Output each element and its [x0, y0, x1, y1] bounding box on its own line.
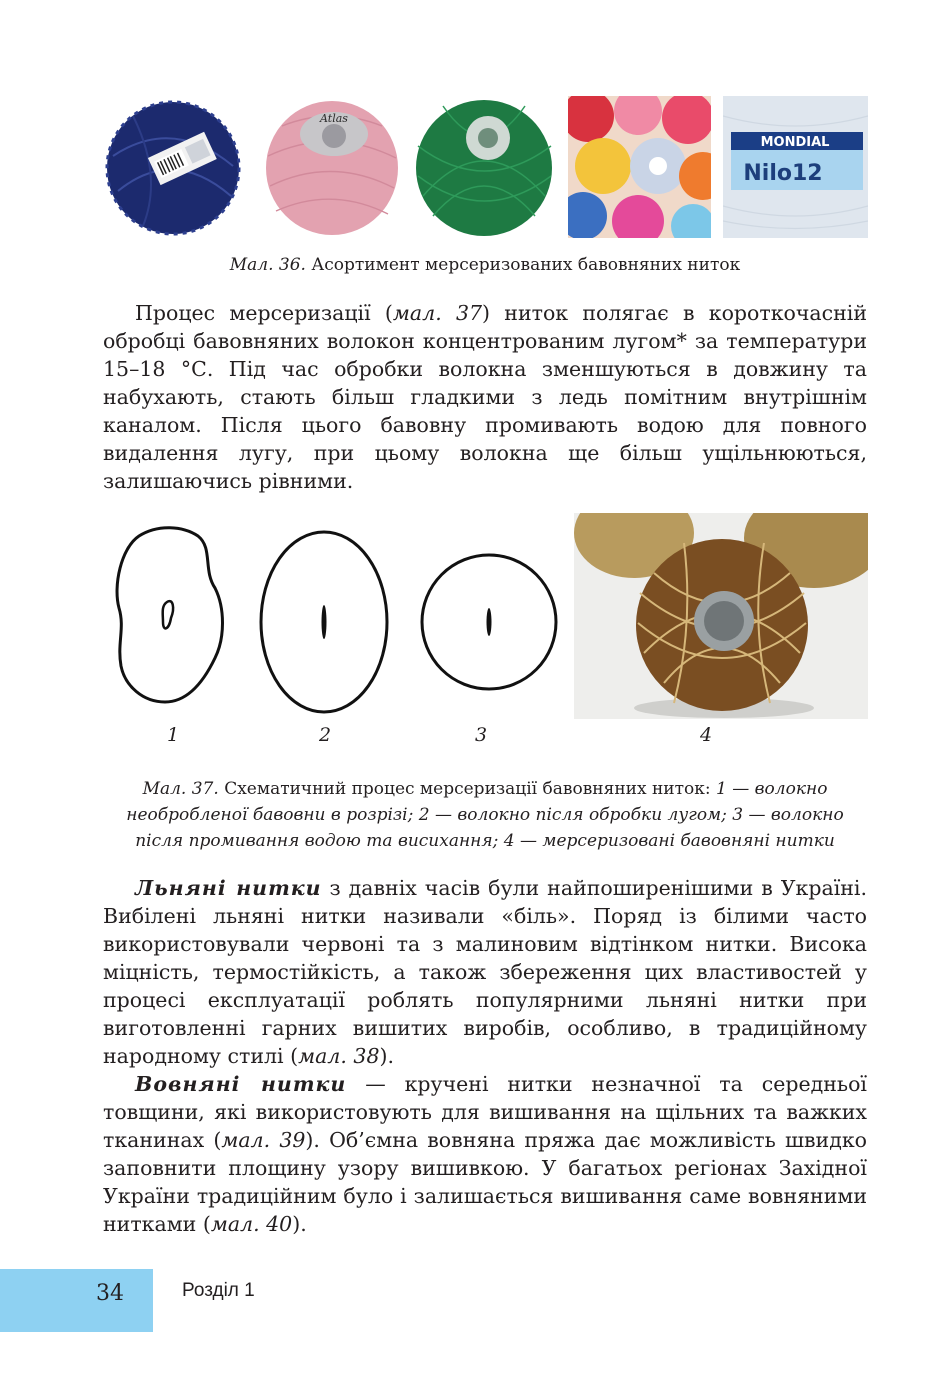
paragraph-wool-threads: [103, 1070, 867, 1238]
figure-37-number-1: 1: [167, 724, 180, 746]
figure-37-number-4: 4: [700, 724, 713, 746]
figure-40-reference: мал. 40: [210, 1212, 293, 1236]
photo-multicolor-thread-skeins: [568, 96, 711, 238]
figure-36-caption-text: Асортимент мерсеризованих бавовняних ниток: [311, 255, 741, 275]
paragraph-3-text-c: ).: [292, 1212, 307, 1236]
page-number-tab: [0, 1269, 153, 1332]
paragraph-2-text-b: ).: [379, 1044, 394, 1068]
figure-37-caption-items: 1 — волокно необробленої бавовни в розрізі; 2 — волокно після обробки лугом; 3 — волокно після промивання водою та висихання; 4 — мерсеризовані бавовняні нитки: [126, 779, 844, 851]
section-label: Розділ 1: [182, 1280, 255, 1301]
figure-37-label: Мал. 37.: [142, 779, 219, 799]
paragraph-2-text-a: з давніх часів були найпоширенішими в Україні. Вибілені льняні нитки називали «біль». Поряд із білими часто використовували червоні та з малиновим відтінком нитки. Висока міцність, термостійкість, а також збереження цих властивостей у процесі експлуатації роблять популярними льняні нитки при виготовленні гарних вишитих виробів, особливо, в традиційному народному стилі (: [103, 876, 867, 1068]
figure-37-reference: мал. 37: [392, 301, 483, 325]
white-ball-product: Nilo12: [743, 161, 823, 186]
figure-37-number-2: 2: [319, 724, 332, 746]
paragraph-3-text-a: — кручені нитки незначної та середньої товщини, які використовують для вишивання на щільних та важких тканинах (: [103, 1072, 867, 1152]
figure-36-label: Мал. 36.: [229, 255, 306, 275]
figure-39-reference: мал. 39: [221, 1128, 306, 1152]
fiber-1-canal: [163, 601, 173, 628]
page-number: 34: [96, 1281, 124, 1306]
figure-37-number-3: 3: [475, 724, 488, 746]
paragraph-1-text-a: Процес мерсеризації (: [135, 301, 393, 325]
figure-38-reference: мал. 38: [298, 1044, 380, 1068]
paragraph-linen-threads: [103, 874, 867, 1070]
term-linen-threads: Льняні нитки: [135, 876, 322, 900]
figure-37-caption: [103, 776, 867, 854]
photo-white-thread-ball: [723, 96, 868, 238]
fiber-1-untreated-outline: [117, 528, 222, 702]
fiber-3-canal: [487, 608, 492, 636]
figure-37-diagram: [103, 518, 568, 718]
pink-ball-label: Atlas: [320, 112, 348, 125]
figure-37-caption-text: Схематичний процес мерсеризації бавовняних ниток:: [224, 779, 711, 799]
photo-dark-blue-thread-ball: [103, 96, 243, 238]
paragraph-3-text-b: ). Об’ємна вовняна пряжа дає можливість швидко заповнити площину узору вишивкою. У багатьох регіонах Західної України традиційним було і залишається вишивання саме вовняними нитками (: [103, 1128, 867, 1236]
photo-mercerized-thread-ball: [574, 513, 868, 719]
figure-36-caption: [103, 253, 867, 277]
photo-pink-thread-ball: [262, 96, 402, 238]
term-wool-threads: Вовняні нитки: [135, 1072, 347, 1096]
white-ball-brand: MONDIAL: [760, 135, 830, 150]
photo-green-thread-ball: [413, 96, 556, 238]
paragraph-mercerization: [103, 299, 867, 495]
paragraph-1-text-b: ) ниток полягає в короткочасній обробці бавовняних волокон концентрованим лугом* за температури 15–18 °С. Під час обробки волокна зменшуються в довжину та набухають, стають більш гладкими з ледь помітним внутрішнім каналом. Після цього бавовну промивають водою для повного видалення лугу, при цьому волокна ще більш ущільнюються, залишаючись рівними.: [103, 301, 868, 493]
fiber-2-canal: [322, 605, 327, 639]
